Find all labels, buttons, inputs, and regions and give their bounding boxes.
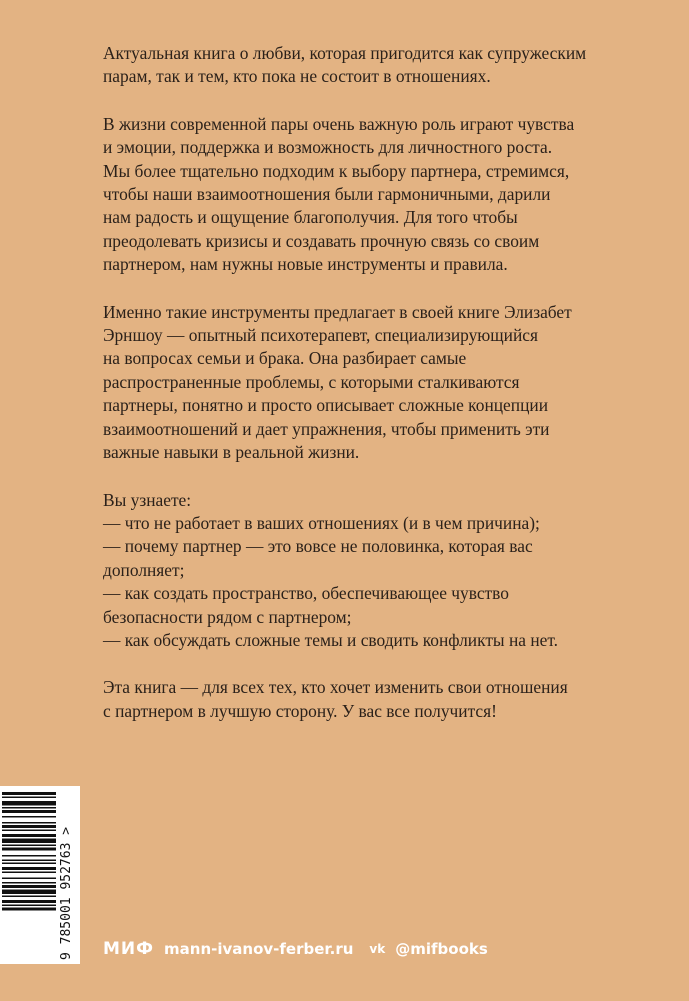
text-line: Эрншоу — опытный психотерапевт, специализирующийся [103, 325, 539, 346]
text-line: В жизни современной пары очень важную роль играют чувства [103, 113, 575, 134]
text-line: распространенные проблемы, с которыми сталкиваются [103, 371, 520, 392]
text-line: — как создать пространство, обеспечивающее чувство [103, 583, 509, 604]
text-line: Мы более тщательно подходим к выбору партнера, стремимся, [103, 160, 570, 181]
barcode-bar [2, 890, 56, 895]
barcode-bar [2, 810, 56, 813]
text-line: партнером, нам нужны новые инструменты и правила. [103, 254, 508, 275]
text-line: — почему партнер — это вовсе не половинка, которая вас [103, 536, 533, 557]
barcode-bar [2, 885, 56, 888]
text-line: важные навыки в реальной жизни. [103, 442, 360, 463]
barcode-bar [2, 908, 56, 911]
barcode-bar [2, 792, 56, 795]
text-line: — что не работает в ваших отношениях (и в чем причина); [103, 512, 540, 533]
barcode-bar [2, 825, 56, 828]
barcode-bar [2, 845, 56, 847]
barcode-bar [2, 872, 56, 874]
barcode-bar [2, 848, 56, 851]
text-line: на вопросах семьи и брака. Она разбирает самые [103, 348, 467, 369]
barcode-bar [2, 896, 56, 898]
social-handle[interactable]: @mifbooks [395, 940, 488, 958]
barcode-graphic [0, 786, 80, 964]
annotation-text [103, 42, 587, 747]
publisher-logo: МИФ [103, 939, 155, 959]
text-line: — как обсуждать сложные темы и сводить конфликты на нет. [103, 629, 559, 650]
text-line: Именно такие инструменты предлагает в своей книге Элизабет [103, 301, 572, 322]
paragraph-you-will-learn [103, 489, 573, 653]
isbn-barcode [0, 786, 80, 964]
barcode-bar [2, 807, 56, 809]
barcode-bars [2, 792, 56, 911]
text-line: Вы узнаете: [103, 489, 192, 510]
text-line: Эта книга — для всех тех, кто хочет изменить свои отношения [103, 677, 568, 698]
text-line: и эмоции, поддержка и возможность для личностного роста. [103, 137, 553, 158]
vk-icon[interactable]: vk [369, 942, 386, 956]
barcode-bar [2, 867, 56, 870]
barcode-bar [2, 816, 56, 818]
barcode-bar [2, 801, 56, 806]
text-line: чтобы наши взаимоотношения были гармоничными, дарили [103, 184, 551, 205]
barcode-bar [2, 878, 56, 880]
publisher-footer [103, 936, 488, 962]
barcode-bar [2, 822, 56, 824]
barcode-bar [2, 830, 56, 832]
website-link[interactable]: mann-ivanov-ferber.ru [164, 940, 354, 958]
paragraph-intro [103, 42, 587, 89]
barcode-bar [2, 863, 56, 865]
paragraph-modern-couple [103, 113, 573, 277]
barcode-bar [2, 839, 56, 844]
barcode-bar [2, 900, 56, 903]
text-line: преодолевать кризисы и создавать прочную связь со своим [103, 230, 540, 251]
barcode-bar [2, 855, 56, 857]
text-line: с партнером в лучшую сторону. У вас все получится! [103, 700, 497, 721]
text-line: Актуальная книга о любви, которая пригодится как супружеским [103, 43, 587, 63]
barcode-bar [2, 797, 56, 799]
text-line: нам радость и ощущение благополучия. Для того чтобы [103, 207, 518, 228]
text-line: партнеры, понятно и просто описывает сложные концепции [103, 395, 548, 416]
text-line: взаимоотношений и дает упражнения, чтобы применить эти [103, 418, 550, 439]
text-line: безопасности рядом с партнером; [103, 606, 352, 627]
paragraph-author [103, 301, 573, 465]
paragraph-closing [103, 676, 573, 723]
barcode-digits: 9 785001 952763 > [59, 826, 74, 960]
barcode-bar [2, 860, 56, 862]
text-line: парам, так и тем, кто пока не состоит в отношениях. [103, 66, 491, 87]
barcode-bar [2, 834, 56, 837]
barcode-bar [2, 882, 56, 884]
barcode-bar [2, 905, 56, 907]
text-line: дополняет; [103, 559, 185, 580]
